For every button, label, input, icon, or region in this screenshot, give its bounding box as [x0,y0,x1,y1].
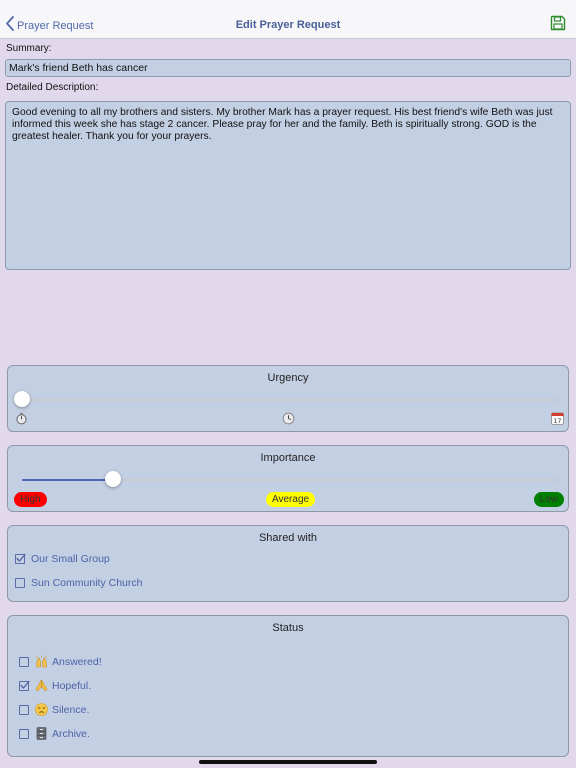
urgency-slider-remaining [22,399,558,401]
shared-with-item-small-group[interactable] [15,553,110,565]
shared-with-label: Sun Community Church [31,577,143,589]
navigation-bar [0,0,576,39]
importance-title: Importance [260,452,316,464]
shared-with-title: Shared with [258,532,318,544]
importance-slider-track[interactable] [22,479,558,481]
clock-icon [282,412,295,425]
checkbox[interactable] [19,657,29,667]
status-label: Archive. [52,727,90,740]
page-title: Edit Prayer Request [235,19,341,31]
calendar-icon [551,412,564,425]
raised-hands-icon [35,655,48,668]
status-title: Status [272,622,304,634]
importance-slider-thumb[interactable] [105,471,121,487]
unamused-face-icon [35,703,48,716]
checkbox[interactable] [19,705,29,715]
status-item-text [35,727,90,740]
shared-with-item-church[interactable] [15,577,142,589]
summary-label: Summary: [6,43,52,54]
checkmark-icon [15,553,26,564]
importance-high-label: High [14,492,47,507]
checkbox[interactable] [19,681,29,691]
urgency-title: Urgency [267,372,309,384]
status-label: Hopeful. [52,679,92,692]
shared-with-card [7,525,569,602]
importance-low-label: Low [534,492,564,507]
status-item-archive[interactable] [19,727,90,740]
urgency-slider-track[interactable] [22,399,558,401]
checkbox[interactable] [15,554,25,564]
stopwatch-icon [15,412,28,425]
back-button-label: Prayer Request [17,20,94,32]
status-item-answered[interactable] [19,655,102,668]
status-item-text [35,703,89,716]
status-item-hopeful[interactable] [19,679,91,692]
importance-card [7,445,569,512]
urgency-slider-thumb[interactable] [14,391,30,407]
checkbox[interactable] [15,578,25,588]
checkmark-icon [19,680,30,691]
shared-with-label: Our Small Group [31,553,110,565]
status-item-text [35,655,102,668]
save-button[interactable] [550,15,566,31]
urgency-card [7,365,569,432]
description-textarea[interactable]: Good evening to all my brothers and sisters. My brother Mark has a prayer request. His best friend's wife Beth was just informed this week she has stage 2 cancer. Please pray for her and the family. Beth is spiritually strong. GOD is the greatest healer. Thank you for your prayers. [5,101,571,270]
status-label: Answered! [52,655,102,668]
importance-average-label: Average [266,492,315,507]
status-item-text [35,679,91,692]
description-label: Detailed Description: [6,82,99,93]
home-indicator [199,760,377,764]
status-label: Silence. [52,703,90,716]
checkbox[interactable] [19,729,29,739]
filing-cabinet-icon [35,727,48,740]
status-item-silence[interactable] [19,703,89,716]
status-card [7,615,569,757]
importance-slider-remaining [113,479,558,481]
praying-hands-icon [35,679,48,692]
save-icon [550,15,566,31]
calendar-day: 17 [553,417,562,425]
summary-input[interactable] [5,59,571,77]
